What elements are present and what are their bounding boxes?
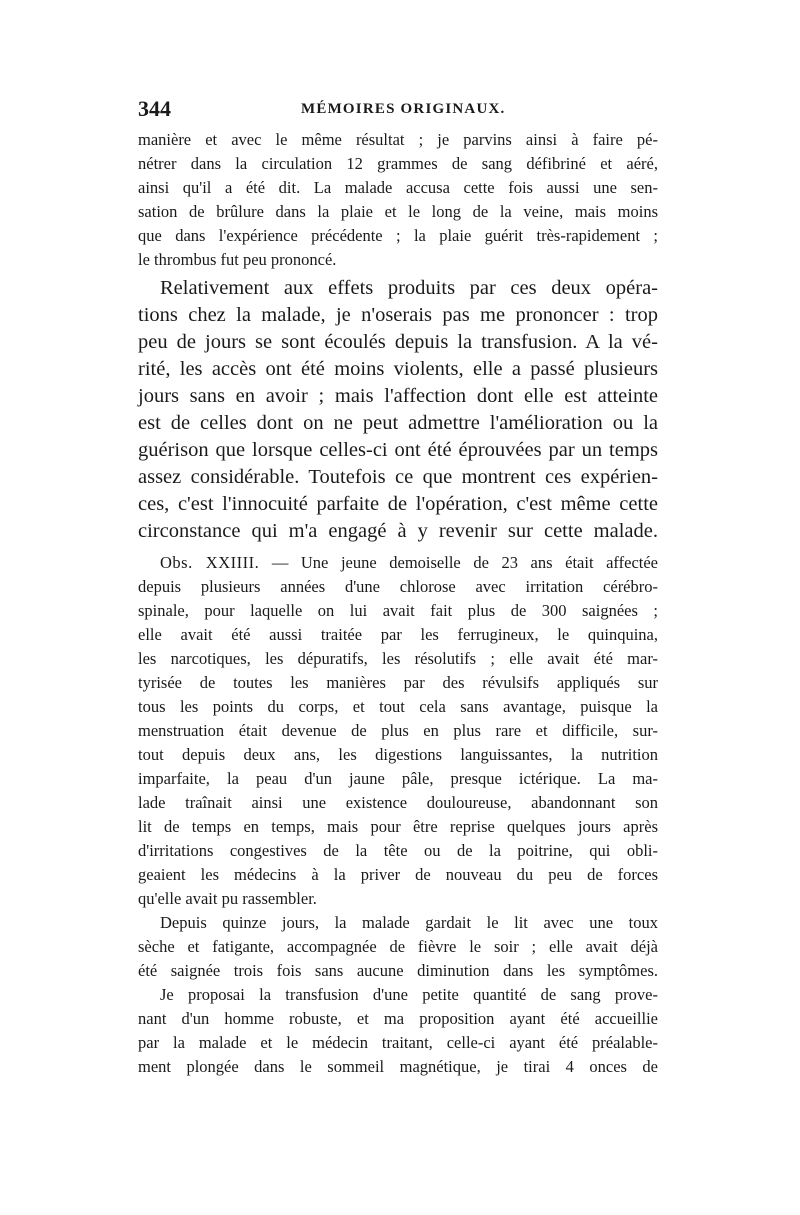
text-line: été saignée trois fois sans aucune diminution dans les symptômes. bbox=[138, 961, 658, 980]
observation-label: Obs. XXIIII. bbox=[160, 553, 260, 572]
observation-first-line: — Une jeune demoiselle de 23 ans était affectée bbox=[259, 553, 658, 572]
text-line: par la malade et le médecin traitant, celle-ci ayant été préalable- bbox=[138, 1033, 658, 1052]
text-line: assez considérable. Toutefois ce que montrent ces expérien- bbox=[138, 466, 658, 488]
text-line: sation de brûlure dans la plaie et le long de la veine, mais moins bbox=[138, 202, 658, 221]
text-line: tions chez la malade, je n'oserais pas me prononcer : trop bbox=[138, 304, 658, 326]
page-number: 344 bbox=[138, 96, 171, 121]
text-line: le thrombus fut peu prononcé. bbox=[138, 250, 337, 269]
text-line: Je proposai la transfusion d'une petite quantité de sang prove- bbox=[160, 985, 658, 1004]
text-line: qu'elle avait pu rassembler. bbox=[138, 889, 317, 908]
text-line: ment plongée dans le sommeil magnétique, je tirai 4 onces de bbox=[138, 1057, 658, 1076]
text-line: d'irritations congestives de la tête ou de la poitrine, qui obli- bbox=[138, 841, 658, 860]
text-line: circonstance qui m'a engagé à y revenir sur cette malade. bbox=[138, 520, 658, 542]
text-line: guérison que lorsque celles-ci ont été éprouvées par un temps bbox=[138, 439, 658, 461]
text-line: manière et avec le même résultat ; je parvins ainsi à faire pé- bbox=[138, 130, 658, 149]
text-line: Depuis quinze jours, la malade gardait le lit avec une toux bbox=[160, 913, 658, 932]
text-line: nétrer dans la circulation 12 grammes de sang défibriné et aéré, bbox=[138, 154, 658, 173]
text-line: jours sans en avoir ; mais l'affection dont elle est atteinte bbox=[138, 385, 658, 407]
text-line: est de celles dont on ne peut admettre l'amélioration ou la bbox=[138, 412, 658, 434]
running-head: MÉMOIRES ORIGINAUX. bbox=[301, 101, 506, 117]
text-line: les narcotiques, les dépuratifs, les résolutifs ; elle avait été mar- bbox=[138, 649, 658, 668]
text-line: imparfaite, la peau d'un jaune pâle, presque ictérique. La ma- bbox=[138, 769, 658, 788]
text-line: tout depuis deux ans, les digestions languissantes, la nutrition bbox=[138, 745, 658, 764]
text-line: peu de jours se sont écoulés depuis la transfusion. A la vé- bbox=[138, 331, 658, 353]
text-line: depuis plusieurs années d'une chlorose avec irritation cérébro- bbox=[138, 577, 658, 596]
text-line bbox=[160, 553, 658, 573]
text-line: sèche et fatigante, accompagnée de fièvre le soir ; elle avait déjà bbox=[138, 937, 658, 956]
text-line: que dans l'expérience précédente ; la plaie guérit très-rapidement ; bbox=[138, 226, 658, 245]
text-line: elle avait été aussi traitée par les ferrugineux, le quinquina, bbox=[138, 625, 658, 644]
text-line: rité, les accès ont été moins violents, elle a passé plusieurs bbox=[138, 358, 658, 380]
text-line: tyrisée de toutes les manières par des révulsifs appliqués sur bbox=[138, 673, 658, 692]
text-line: ces, c'est l'innocuité parfaite de l'opération, c'est même cette bbox=[138, 493, 658, 515]
text-line: Relativement aux effets produits par ces deux opéra- bbox=[160, 277, 658, 299]
text-line: lit de temps en temps, mais pour être reprise quelques jours après bbox=[138, 817, 658, 836]
text-line: geaient les médecins à la priver de nouveau du peu de forces bbox=[138, 865, 658, 884]
text-line: nant d'un homme robuste, et ma proposition ayant été accueillie bbox=[138, 1009, 658, 1028]
text-line: lade traînait ainsi une existence douloureuse, abandonnant son bbox=[138, 793, 658, 812]
text-line: menstruation était devenue de plus en plus rare et difficile, sur- bbox=[138, 721, 658, 740]
text-line: ainsi qu'il a été dit. La malade accusa cette fois aussi une sen- bbox=[138, 178, 658, 197]
text-line: tous les points du corps, et tout cela sans avantage, puisque la bbox=[138, 697, 658, 716]
text-line: spinale, pour laquelle on lui avait fait plus de 300 saignées ; bbox=[138, 601, 658, 620]
